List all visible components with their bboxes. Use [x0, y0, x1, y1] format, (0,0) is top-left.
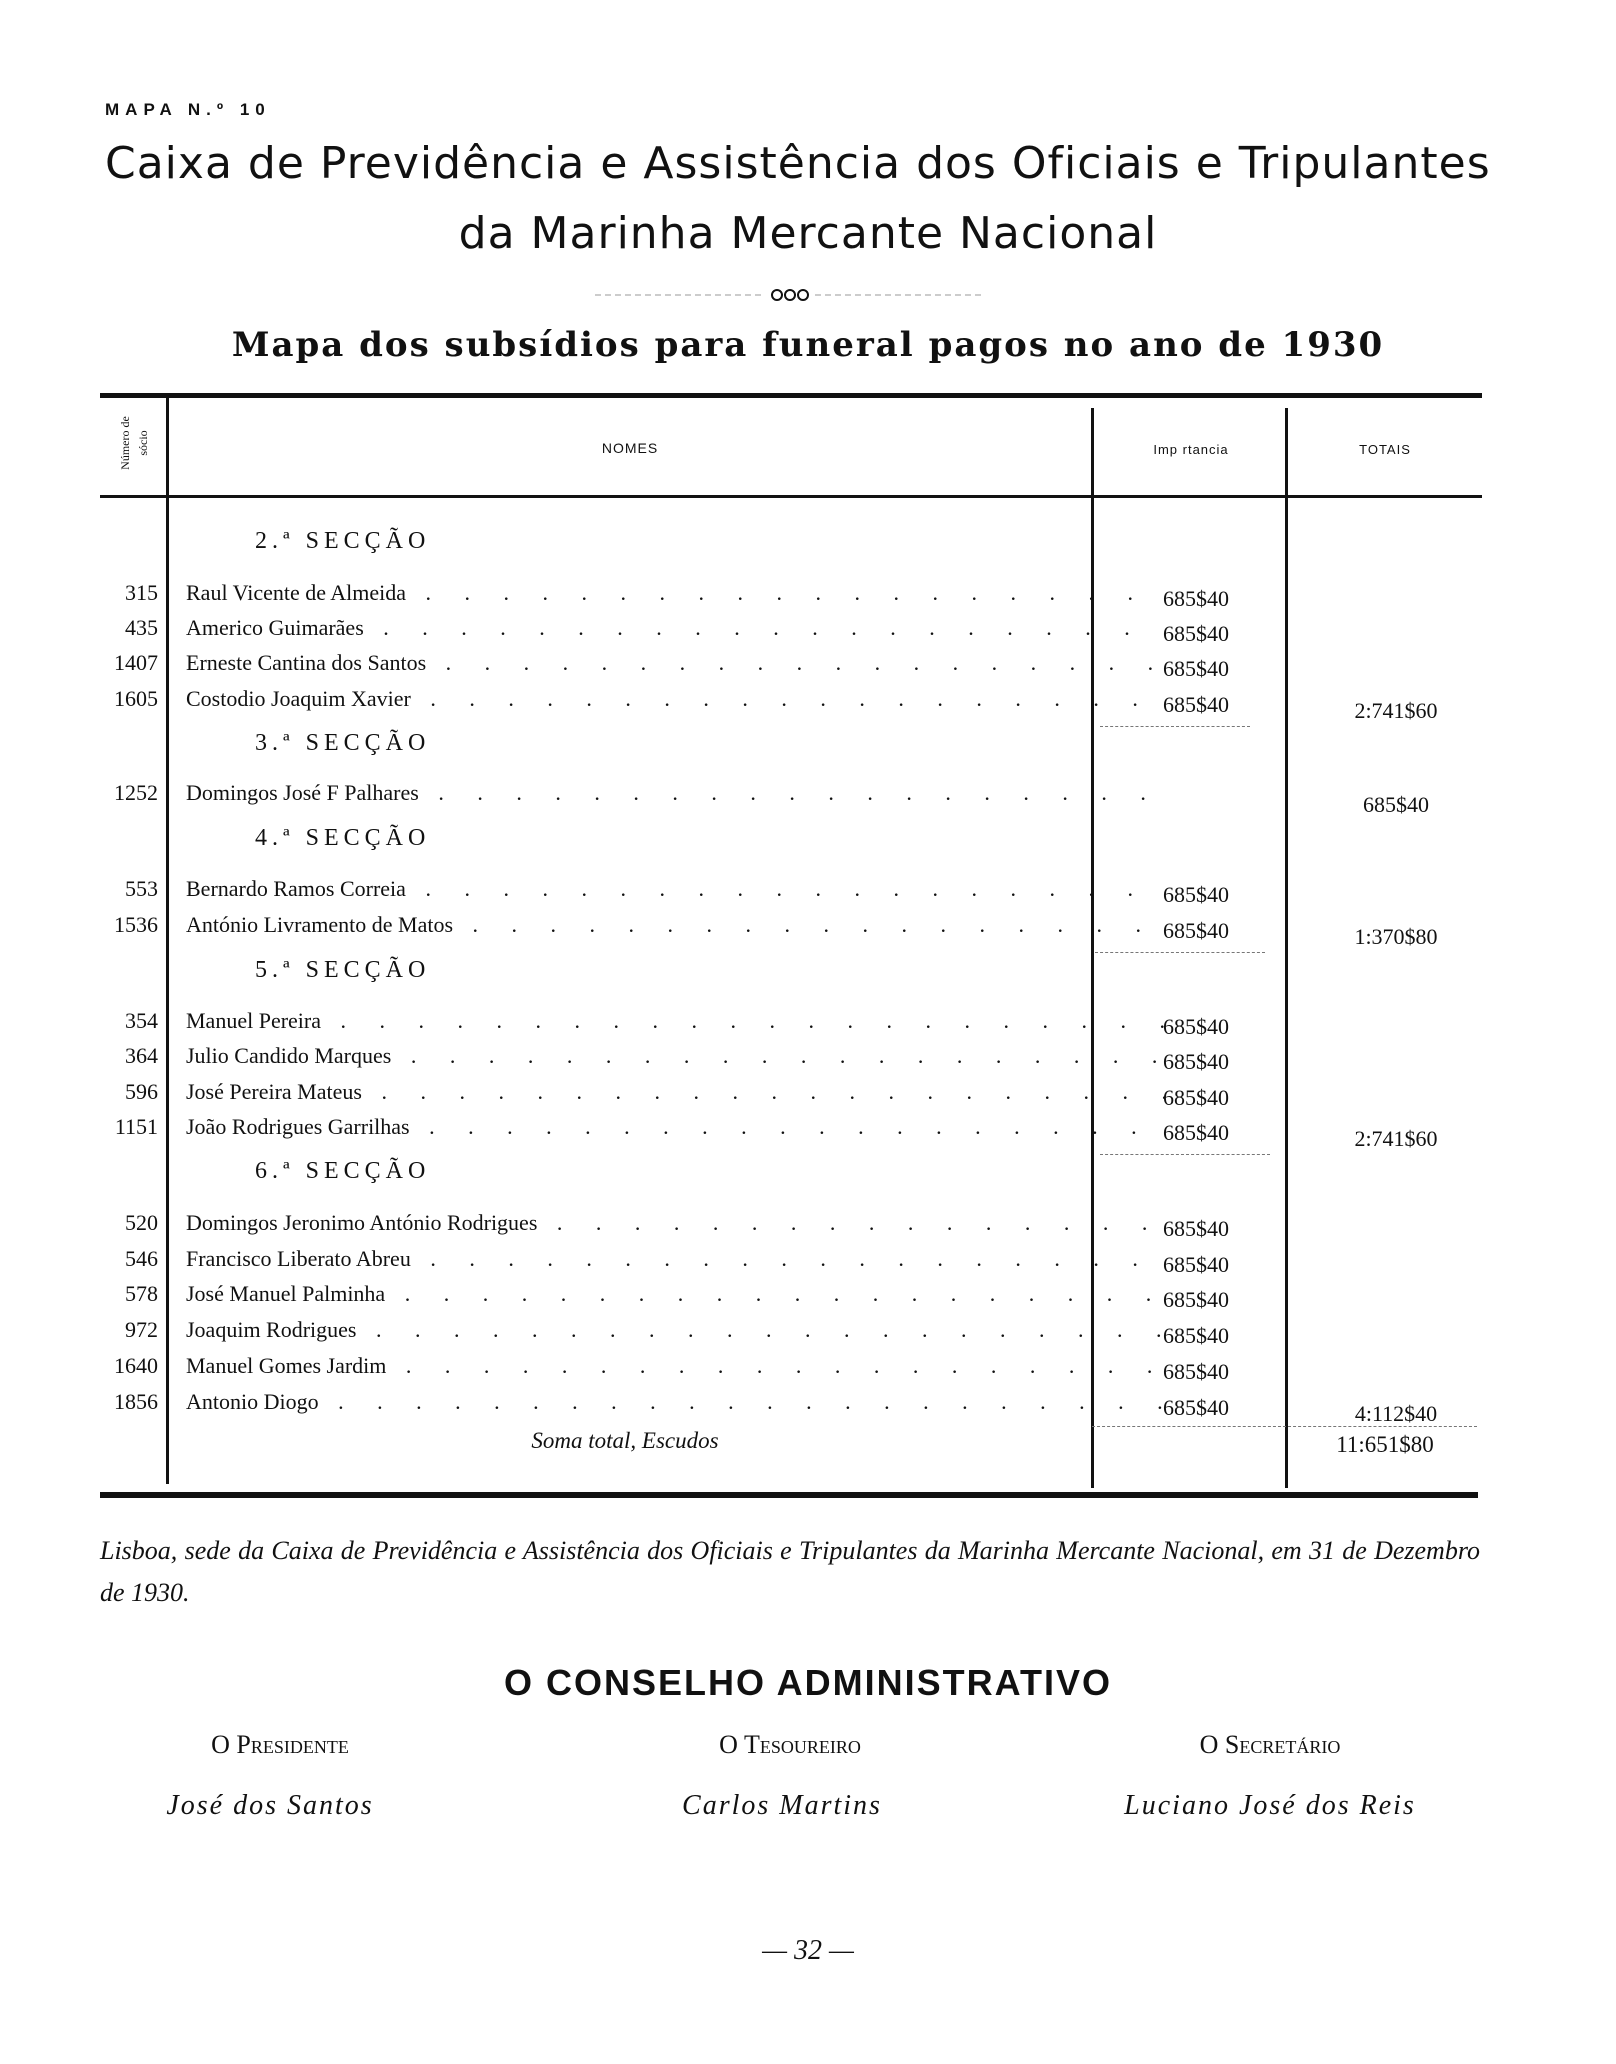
amount: 685$40: [1163, 1323, 1229, 1348]
amount: 685$40: [1163, 586, 1229, 611]
member-number: 1856: [114, 1389, 158, 1414]
ornament-divider: [595, 285, 985, 305]
member-name: Manuel Pereira . . .: [186, 1008, 1166, 1034]
member-number: 546: [125, 1246, 158, 1271]
section-total: 4:112$40: [1354, 1401, 1438, 1426]
member-number: 520: [125, 1210, 158, 1235]
role-tesoureiro: O Tesoureiro: [719, 1730, 861, 1759]
section-title: 4.ª SECÇÃO: [255, 825, 431, 851]
section-total: 1:370$80: [1354, 924, 1438, 949]
member-number: 553: [125, 876, 158, 901]
section-total: 2:741$60: [1354, 1126, 1438, 1151]
member-name: António Livramento de Matos . . .: [186, 912, 1166, 938]
amount: 685$40: [1163, 1120, 1229, 1145]
member-number: 1640: [114, 1353, 158, 1378]
amount: 685$40: [1163, 882, 1229, 907]
section-title: 6.ª SECÇÃO: [255, 1158, 431, 1184]
amount: 685$40: [1163, 656, 1229, 681]
member-name: Antonio Diogo . . .: [186, 1389, 1166, 1415]
table-row: [100, 876, 1500, 908]
column-header-nomes: NOMES: [601, 440, 659, 456]
table-row: [100, 1114, 1500, 1151]
closing-statement: Lisboa, sede da Caixa de Previdência e Assistência dos Oficiais e Tripulantes da Marinha Mercante Nacional, em 31 de Dezembro de 1930.: [100, 1536, 1480, 1607]
member-name: Julio Candido Marques . . .: [186, 1043, 1166, 1069]
member-name: José Manuel Palminha . . .: [186, 1281, 1166, 1307]
role-secretario: O Secretário: [1199, 1730, 1341, 1759]
column-header-numero: Número de sócio: [118, 416, 150, 470]
section-title: 5.ª SECÇÃO: [255, 957, 431, 983]
member-name: Raul Vicente de Almeida . . .: [186, 580, 1166, 606]
amount: 685$40: [1163, 1216, 1229, 1241]
table-row: [100, 686, 1500, 723]
section-title: 2.ª SECÇÃO: [255, 528, 431, 554]
amount: 685$40: [1163, 918, 1229, 943]
table-row: [100, 1246, 1500, 1278]
table-row: [100, 1281, 1500, 1313]
page-title-line-1: Caixa de Previdência e Assistência dos Oficiais e Tripulantes: [105, 138, 1491, 189]
table-row: [100, 1008, 1500, 1040]
subtotal-rule: [1095, 952, 1265, 953]
signature-secretario: Luciano José dos Reis: [1124, 1790, 1416, 1821]
amount: 685$40: [1163, 1395, 1229, 1420]
page-title-line-2: da Marinha Mercante Nacional: [458, 208, 1158, 259]
member-number: 1407: [114, 650, 158, 675]
member-number: 1536: [114, 912, 158, 937]
member-number: 1605: [114, 686, 158, 711]
amount: 685$40: [1163, 1359, 1229, 1384]
table-row: [100, 1210, 1500, 1242]
table-row: [100, 1043, 1500, 1075]
amount: 685$40: [1163, 1252, 1229, 1277]
member-name: Costodio Joaquim Xavier . . .: [186, 686, 1166, 712]
table-row: [100, 650, 1500, 682]
grand-total-label: Soma total, Escudos: [531, 1428, 719, 1453]
table-row: [100, 912, 1500, 949]
column-header-importancia: Imp rtancia: [1153, 442, 1229, 457]
table-subtitle: Mapa dos subsídios para funeral pagos no ano de 1930: [231, 325, 1385, 365]
amount: 685$40: [1163, 1085, 1229, 1110]
member-name: Domingos José F Palhares . . .: [186, 780, 1166, 806]
grand-total-value: 11:651$80: [1336, 1432, 1434, 1457]
member-number: 1252: [114, 780, 158, 805]
table-row: [100, 780, 1500, 817]
amount: 685$40: [1163, 621, 1229, 646]
table-row: [100, 1079, 1500, 1111]
amount: 685$40: [1163, 692, 1229, 717]
table-bottom-rule: [100, 1492, 1478, 1498]
header-bottom-rule: [100, 495, 1482, 498]
column-header-totais: TOTAIS: [1359, 442, 1411, 457]
council-title: O CONSELHO ADMINISTRATIVO: [504, 1662, 1112, 1703]
signature-presidente: José dos Santos: [166, 1790, 374, 1821]
table-top-rule: [100, 393, 1482, 398]
amount: 685$40: [1163, 1014, 1229, 1039]
member-name: João Rodrigues Garrilhas . . .: [186, 1114, 1166, 1140]
amount: 685$40: [1163, 1287, 1229, 1312]
subtotal-rule: [1100, 726, 1250, 727]
signature-tesoureiro: Carlos Martins: [682, 1790, 882, 1821]
member-number: 354: [125, 1008, 158, 1033]
page-number: — 32 —: [762, 1935, 854, 1966]
table-row: [100, 1353, 1500, 1385]
member-number: 578: [125, 1281, 158, 1306]
section-total: 2:741$60: [1354, 698, 1438, 723]
table-row: [100, 580, 1500, 612]
subtotal-rule: [1092, 1426, 1477, 1427]
member-number: 1151: [114, 1114, 158, 1139]
map-number-label: MAPA N.º 10: [105, 100, 271, 119]
member-name: Bernardo Ramos Correia . . .: [186, 876, 1166, 902]
member-name: Joaquim Rodrigues . . .: [186, 1317, 1166, 1343]
table-row: [100, 1389, 1500, 1426]
member-number: 596: [125, 1079, 158, 1104]
section-title: 3.ª SECÇÃO: [255, 730, 431, 756]
amount: 685$40: [1163, 1049, 1229, 1074]
member-name: Americo Guimarães . . .: [186, 615, 1166, 641]
member-name: Manuel Gomes Jardim . . .: [186, 1353, 1166, 1379]
member-name: Erneste Cantina dos Santos . . .: [186, 650, 1166, 676]
member-name: José Pereira Mateus . . .: [186, 1079, 1166, 1105]
table-row: [100, 615, 1500, 647]
table-row: [100, 1317, 1500, 1349]
member-number: 972: [125, 1317, 158, 1342]
member-name: Francisco Liberato Abreu . . .: [186, 1246, 1166, 1272]
member-number: 435: [125, 615, 158, 640]
member-number: 315: [125, 580, 158, 605]
section-total: 685$40: [1363, 792, 1429, 817]
member-number: 364: [125, 1043, 158, 1068]
role-presidente: O Presidente: [211, 1730, 349, 1759]
member-name: Domingos Jeronimo António Rodrigues . . .: [186, 1210, 1166, 1236]
subtotal-rule: [1100, 1154, 1270, 1155]
